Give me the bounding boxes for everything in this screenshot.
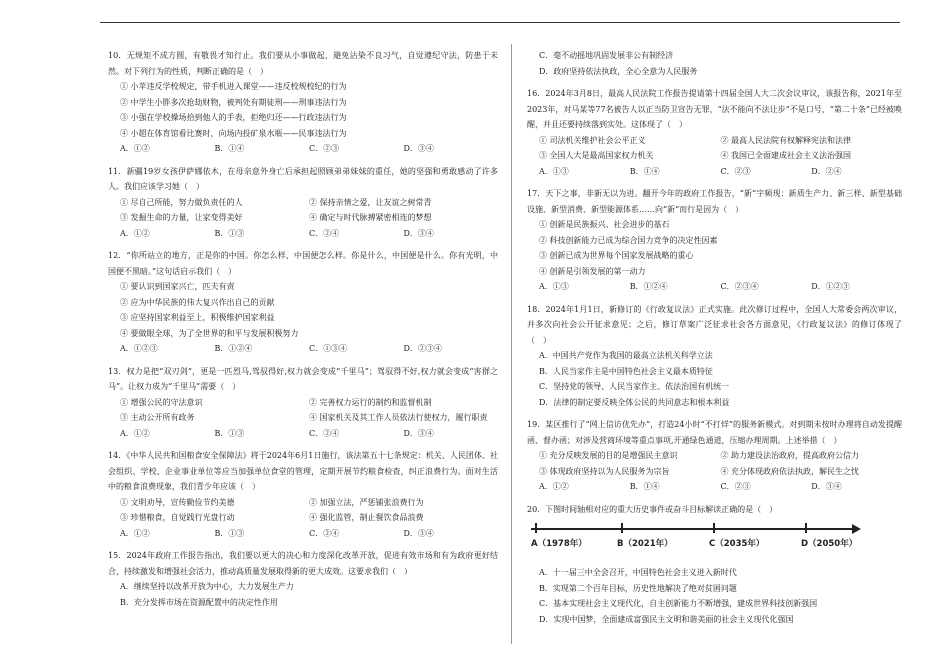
- option-item[interactable]: ③ 应坚持国家利益至上，积极维护国家利益: [120, 313, 275, 322]
- answer-choice[interactable]: B．①④: [629, 166, 660, 176]
- answer-choice[interactable]: C．②④: [309, 528, 340, 538]
- question-stem: 13．权力是把“双刃剑”，更是一匹烈马,驾驭得好,权力就会变成“千里马”；驾驭得不好,权力就会变成“害群之马”。让权力成为“千里马”需要（ ）: [108, 366, 498, 391]
- statement-item: ① 文明劝导，宣传勤俭节约美德: [120, 497, 235, 507]
- statement-item: ④ 确定与时代脉搏紧密相连的梦想: [309, 213, 432, 222]
- timeline-tick: [535, 523, 537, 533]
- option-item[interactable]: ② 科技创新能力已成为综合国力竞争的决定性因素: [539, 235, 718, 245]
- answer-choices: [108, 226, 498, 242]
- answer-choices: [527, 279, 902, 295]
- option-item[interactable]: B．实现第二个百年目标，历史性地解决了绝对贫困问题: [539, 583, 737, 593]
- question: [527, 502, 902, 628]
- answer-choice[interactable]: B．①②④: [629, 282, 668, 291]
- question-stem: 14．《中华人民共和国粮食安全保障法》将于2024年6月1日施行，该法第五十七条规定：机关、人民团体、社会组织、学校、企业事业单位等应当加强单位食堂的管理，定期开展节约粮食检查，纠正浪费行为。面对生活中的粮食浪费现象，我们青少年应该（ ）: [108, 451, 498, 491]
- option-grid: [108, 195, 498, 226]
- statement-item: ③ 珍惜粮食，自觉践行光盘行动: [120, 513, 235, 522]
- option-item[interactable]: ② 应为中华民族的伟大复兴作出自己的贡献: [120, 297, 275, 307]
- option-item[interactable]: A．十一届三中全会召开，中国特色社会主义进入新时代: [539, 568, 737, 577]
- question-stem: 11．新疆19岁女孩伊萨娜依木，在母亲意外身亡后承担起照顾弟弟妹妹的重任，她的坚强和勇敢感动了许多人。我们应该学习她（ ）: [108, 166, 498, 191]
- right-column: [527, 48, 902, 634]
- question: [527, 86, 902, 179]
- question: [108, 248, 498, 357]
- answer-choice[interactable]: C．①③④: [309, 344, 348, 353]
- answer-choice[interactable]: D．③④: [403, 144, 434, 153]
- statement-item: ② 保持亲情之爱，让友谊之树常青: [309, 197, 432, 207]
- option-item[interactable]: ④ 创新是引领发展的第一动力: [539, 266, 646, 276]
- statement-item: ③ 发掘生命的力量，让家变得美好: [120, 213, 243, 222]
- option-grid: [527, 133, 902, 164]
- option-list: [108, 279, 498, 341]
- statement-item: ③ 全国人大是最高国家权力机关: [539, 151, 654, 160]
- answer-choice[interactable]: A．①②: [120, 528, 150, 538]
- statement-item: ① 充分反映发展的目的是增强民主意识: [539, 451, 678, 460]
- answer-choice[interactable]: A．①②: [120, 228, 150, 238]
- question: [108, 48, 498, 157]
- answer-choices: [527, 164, 902, 180]
- statement-item: ② 完善权力运行的制约和监督机制: [309, 397, 432, 407]
- question: [108, 448, 498, 541]
- option-item[interactable]: C．基本实现社会主义现代化，自主创新能力不断增强，建成世界科技创新强国: [539, 599, 818, 608]
- statement-item: ④ 国家机关及其工作人员依法行使权力，履行职责: [309, 413, 488, 422]
- answer-choice[interactable]: A．①②: [120, 144, 150, 153]
- question: [527, 48, 902, 79]
- statement-item: ③ 体现政府坚持以为人民服务为宗旨: [539, 466, 670, 476]
- answer-choice[interactable]: B．①④: [629, 482, 660, 491]
- question: [527, 417, 902, 495]
- timeline-label: B（2021年）: [617, 539, 673, 549]
- option-item[interactable]: A．中国共产党作为我国的最高立法机关科学立法: [539, 351, 713, 360]
- question-stem: 18．2024年1月1日，新修订的《行政复议法》正式实施。此次修订过程中，全国人大常委会两次审议，并多次向社会公开征求意见；之后，修订草案广泛征求社会各方面意见，《行政复议法》的修订体现了（ ）: [527, 304, 902, 345]
- answer-choice[interactable]: A．①③: [539, 282, 569, 291]
- option-grid: [108, 495, 498, 526]
- statement-item: ① 增强公民的守法意识: [120, 397, 203, 407]
- option-grid: [527, 448, 902, 479]
- statement-item: ① 司法机关维护社会公平正义: [539, 135, 646, 145]
- statement-item: ③ 主动公开所有政务: [120, 413, 195, 422]
- statement-item: ② 助力建设法治政府，提高政府公信力: [720, 451, 860, 460]
- answer-choice[interactable]: A．①③: [539, 166, 569, 176]
- question-stem: 12．“你所站立的地方，正是你的中国。你怎么样，中国便怎么样。你是什么，中国便是什么。你有光明，中国便不黑暗。”这句话启示我们（ ）: [108, 251, 498, 276]
- answer-choice[interactable]: C．②④: [309, 228, 340, 238]
- question-stem: 19．某区推行了“网上信访优先办”，打造24小时“不打烊”的服务新模式。对到期未按时办理将自动发提醒函、督办函；对涉及营商环境等重点事项,开通绿色通道，压缩办理周期。上述举措（ ）: [527, 420, 902, 445]
- statement-item: ④ 充分体现政府依法执政，解民生之忧: [720, 466, 860, 476]
- option-item[interactable]: C．毫不动摇地巩固发展非公有制经济: [539, 51, 674, 60]
- timeline-tick: [621, 523, 623, 533]
- column-divider: [511, 44, 512, 644]
- option-item[interactable]: ② 中学生小胖多次抢劫财物，被判处有期徒刑——刑事违法行为: [120, 97, 347, 107]
- question: [108, 548, 498, 610]
- answer-choice[interactable]: D．②④: [811, 166, 842, 176]
- answer-choice[interactable]: D．③④: [811, 482, 842, 491]
- statement-item: ① 尽自己所能，努力做负责任的人: [120, 197, 243, 207]
- answer-choice[interactable]: B．①③: [214, 228, 245, 238]
- question: [527, 186, 902, 295]
- option-item[interactable]: D．实现中国梦，全面建成富强民主文明和谐美丽的社会主义现代化强国: [539, 614, 794, 624]
- statement-item: ④ 我国已全面建成社会主义法治强国: [720, 151, 852, 160]
- option-item[interactable]: D．法律的制定要反映全体公民的共同意志和根本利益: [539, 397, 730, 407]
- header-rule: [100, 22, 900, 23]
- option-list: [527, 348, 902, 410]
- option-item[interactable]: D．政府坚持依法执政，全心全意为人民服务: [539, 66, 698, 76]
- option-list: [108, 579, 498, 610]
- answer-choice[interactable]: B．①②④: [214, 344, 253, 353]
- answer-choices: [108, 526, 498, 542]
- option-item[interactable]: B．人民当家作主是中国特色社会主义最本质特征: [539, 366, 713, 376]
- question: [527, 302, 902, 411]
- option-item[interactable]: ① 要认识到国家兴亡，匹夫有责: [120, 282, 235, 291]
- timeline-tick: [805, 523, 807, 533]
- question-stem: 17．天下之事，非新无以为进。翻开今年的政府工作报告，“新”字频现：新质生产力、新三样、新型基础设施、新型消费、新型能源体系……向“新”而行是因为（ ）: [527, 189, 902, 214]
- option-item[interactable]: B．充分发挥市场在资源配置中的决定性作用: [120, 597, 278, 607]
- option-list: [527, 565, 902, 627]
- answer-choice[interactable]: D．③④: [403, 228, 434, 238]
- answer-choice[interactable]: D．③④: [403, 428, 434, 438]
- answer-choice[interactable]: C．②④: [309, 428, 340, 438]
- option-item[interactable]: C．坚持党的领导、人民当家作主、依法治国有机统一: [539, 382, 730, 391]
- option-item[interactable]: ① 小苹违反学校规定，带手机进入课堂——违反校规校纪的行为: [120, 82, 347, 91]
- answer-choice[interactable]: C．②③: [309, 144, 340, 153]
- question: [108, 164, 498, 242]
- timeline-label: A（1978年）: [531, 539, 587, 549]
- option-list: [527, 48, 902, 79]
- answer-choice[interactable]: A．①②③: [120, 344, 158, 353]
- statement-item: ② 最高人民法院有权解释宪法和法律: [720, 135, 852, 145]
- question-stem: 10．无规矩不成方圆，有敬畏才知行止。我们要从小事做起，避免沾染不良习气，自觉遵纪守法，防患于未然。对下列行为的性质，判断正确的是（ ）: [108, 51, 498, 76]
- option-item[interactable]: ④ 要做眼全球，为了全世界的和平与发展积极努力: [120, 328, 299, 338]
- answer-choice[interactable]: D．①②③: [811, 282, 850, 291]
- option-item[interactable]: ① 创新是民族振兴、社会进步的基石: [539, 220, 670, 229]
- answer-choice[interactable]: A．①②: [120, 428, 150, 438]
- answer-choice[interactable]: B．①③: [214, 528, 245, 538]
- answer-choice[interactable]: C．②③④: [720, 282, 759, 291]
- option-item[interactable]: ④ 小超在体育馆看比赛时，向场内投矿泉水瓶——民事违法行为: [120, 128, 347, 138]
- answer-choice[interactable]: D．②③④: [403, 344, 442, 353]
- option-list: [527, 217, 902, 279]
- answer-choices: [108, 141, 498, 157]
- answer-choice[interactable]: D．③④: [403, 528, 434, 538]
- timeline-label: C（2035年）: [709, 539, 765, 549]
- answer-choice[interactable]: B．①④: [214, 144, 245, 153]
- answer-choices: [108, 426, 498, 442]
- question-stem: 20．下图时间轴相对应的重大历史事件或奋斗目标解读正确的是（ ）: [527, 504, 778, 514]
- left-column: [108, 48, 498, 617]
- option-item[interactable]: ③ 创新已成为世界每个国家发展战略的重心: [539, 251, 694, 260]
- statement-item: ② 加强立法，严惩铺张浪费行为: [309, 497, 424, 507]
- answer-choice[interactable]: B．①③: [214, 428, 245, 438]
- answer-choice[interactable]: A．①②: [539, 482, 569, 491]
- option-item[interactable]: A．继续坚持以改革开放为中心，大力发展生产力: [120, 582, 294, 591]
- option-list: [108, 79, 498, 141]
- answer-choices: [108, 341, 498, 357]
- option-grid: [108, 395, 498, 426]
- timeline-label: D（2050年）: [801, 539, 858, 549]
- timeline-tick: [713, 523, 715, 533]
- question-stem: 15．2024年政府工作报告指出，我们要以更大的决心和力度深化改革开放，促进有效市场和有为政府更好结合，持续激发和增强社会活力，推动高质量发展取得新的更大成效。这要求我们（ ）: [108, 551, 498, 576]
- question: [108, 364, 498, 442]
- timeline-arrow-icon: [852, 524, 861, 534]
- answer-choice[interactable]: C．②③: [720, 166, 751, 176]
- answer-choice[interactable]: C．②③: [720, 482, 751, 491]
- timeline-figure: [531, 519, 861, 559]
- option-item[interactable]: ③ 小强在学校操场拾到他人的手表，拒绝归还——行政违法行为: [120, 113, 347, 122]
- statement-item: ④ 强化监管，制止餐饮食品浪费: [309, 513, 424, 522]
- answer-choices: [527, 479, 902, 495]
- question-stem: 16．2024年3月8日，最高人民法院工作报告提请第十四届全国人大二次会议审议，该报告称，2021年至2023年，对马某等77名被告人以正当防卫宣告无罪，“法不能向不法让步”不是口号，“第二十条”已经被唤醒，并且还要持续落到实处。这体现了（ ）: [527, 89, 902, 129]
